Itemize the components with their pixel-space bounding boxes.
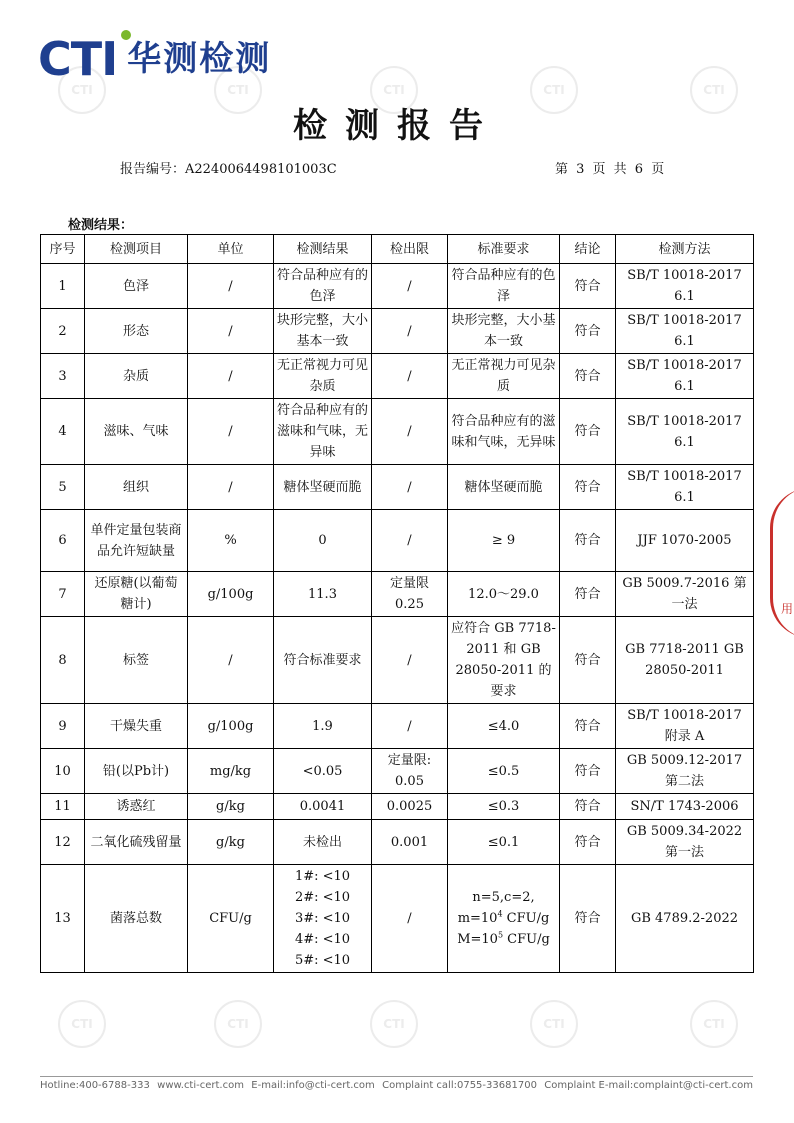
conclusion: 符合 — [560, 572, 616, 617]
red-seal-stamp — [770, 488, 794, 638]
watermark-logo: CTI — [58, 66, 106, 114]
conclusion: 符合 — [560, 749, 616, 794]
test-method: GB 7718-2011 GB 28050-2011 — [616, 617, 754, 704]
standard-requirement: 糖体坚硬而脆 — [448, 465, 560, 510]
conclusion: 符合 — [560, 354, 616, 399]
conclusion: 符合 — [560, 794, 616, 820]
unit: / — [188, 309, 274, 354]
test-result: <0.05 — [274, 749, 372, 794]
test-result: 1.9 — [274, 704, 372, 749]
detection-limit: / — [372, 510, 448, 572]
test-method: SB/T 10018-2017 6.1 — [616, 264, 754, 309]
unit: mg/kg — [188, 749, 274, 794]
unit: / — [188, 354, 274, 399]
table-row — [41, 865, 754, 973]
test-method: GB 4789.2-2022 — [616, 865, 754, 973]
watermark-logo: CTI — [690, 1000, 738, 1048]
requirement-M: M=10 — [457, 932, 498, 947]
row-number: 9 — [41, 704, 85, 749]
header-cell: 结论 — [560, 235, 616, 264]
page-title: 检测报告 — [293, 106, 501, 146]
sample-result: 5#: <10 — [294, 953, 351, 968]
detection-limit: / — [372, 704, 448, 749]
conclusion: 符合 — [560, 865, 616, 973]
unit: g/kg — [188, 794, 274, 820]
sample-result: 2#: <10 — [294, 890, 351, 905]
row-number: 6 — [41, 510, 85, 572]
detection-limit: 0.0025 — [372, 794, 448, 820]
standard-requirement: 符合品种应有的色泽 — [448, 264, 560, 309]
test-result: 符合品种应有的色泽 — [274, 264, 372, 309]
test-item: 滋味、气味 — [85, 399, 188, 465]
test-item: 铅(以Pb计) — [85, 749, 188, 794]
watermark-logo: CTI — [690, 66, 738, 114]
unit: g/100g — [188, 572, 274, 617]
test-item: 还原糖(以葡萄糖计) — [85, 572, 188, 617]
test-item: 二氧化硫残留量 — [85, 820, 188, 865]
conclusion: 符合 — [560, 820, 616, 865]
table-row — [41, 309, 754, 354]
row-number: 2 — [41, 309, 85, 354]
test-method: SB/T 10018-2017 6.1 — [616, 465, 754, 510]
standard-requirement: 块形完整，大小基本一致 — [448, 309, 560, 354]
table-row — [41, 354, 754, 399]
row-number: 13 — [41, 865, 85, 973]
conclusion: 符合 — [560, 510, 616, 572]
header-cell: 序号 — [41, 235, 85, 264]
detection-limit: / — [372, 617, 448, 704]
row-number: 1 — [41, 264, 85, 309]
detection-limit: 定量限 0.25 — [372, 572, 448, 617]
test-result: 未检出 — [274, 820, 372, 865]
footer-website[interactable]: www.cti-cert.com — [157, 1080, 244, 1091]
header-cell: 检测方法 — [616, 235, 754, 264]
header-cell: 检测项目 — [85, 235, 188, 264]
test-method: SB/T 10018-2017 6.1 — [616, 309, 754, 354]
requirement-line: n=5,c=2, — [472, 890, 535, 905]
unit: / — [188, 465, 274, 510]
test-result: 符合标准要求 — [274, 617, 372, 704]
test-item: 杂质 — [85, 354, 188, 399]
company-logo — [38, 34, 271, 84]
logo-brand: CTI — [38, 32, 118, 86]
requirement-line — [451, 929, 556, 950]
table-row — [41, 510, 754, 572]
test-item: 标签 — [85, 617, 188, 704]
detection-limit: / — [372, 865, 448, 973]
requirement-line — [451, 908, 556, 929]
test-result: 符合品种应有的滋味和气味，无异味 — [274, 399, 372, 465]
table-row — [41, 704, 754, 749]
watermark-logo: CTI — [58, 1000, 106, 1048]
footer-complaint-email[interactable]: Complaint E-mail:complaint@cti-cert.com — [544, 1080, 753, 1091]
test-item: 菌落总数 — [85, 865, 188, 973]
footer-hotline: Hotline:400-6788-333 — [40, 1080, 150, 1091]
standard-requirement: 符合品种应有的滋味和气味，无异味 — [448, 399, 560, 465]
table-row — [41, 399, 754, 465]
table-row — [41, 794, 754, 820]
row-number: 10 — [41, 749, 85, 794]
stamp-text: 用 — [781, 602, 794, 616]
logo-chinese-name: 华测检测 — [127, 39, 272, 79]
detection-limit: / — [372, 354, 448, 399]
standard-requirement: ≥ 9 — [448, 510, 560, 572]
results-table — [40, 234, 754, 973]
table-row — [41, 617, 754, 704]
standard-requirement: ≤0.3 — [448, 794, 560, 820]
unit: / — [188, 264, 274, 309]
standard-requirement: ≤0.5 — [448, 749, 560, 794]
standard-requirement: ≤4.0 — [448, 704, 560, 749]
test-result — [274, 865, 372, 973]
unit: / — [188, 617, 274, 704]
page-number: 第 3 页 共 6 页 — [555, 162, 665, 177]
test-method: JJF 1070-2005 — [616, 510, 754, 572]
requirement-m-exponent: 4 — [497, 909, 503, 919]
test-result: 0.0041 — [274, 794, 372, 820]
sample-result: 3#: <10 — [294, 911, 351, 926]
unit: g/kg — [188, 820, 274, 865]
conclusion: 符合 — [560, 617, 616, 704]
header-cell: 检测结果 — [274, 235, 372, 264]
footer — [40, 1080, 753, 1091]
table-row — [41, 465, 754, 510]
table-row — [41, 264, 754, 309]
test-item: 形态 — [85, 309, 188, 354]
standard-requirement: 12.0～29.0 — [448, 572, 560, 617]
test-result: 11.3 — [274, 572, 372, 617]
section-label: 检测结果： — [68, 218, 134, 233]
header-cell: 单位 — [188, 235, 274, 264]
test-method: GB 5009.12-2017 第二法 — [616, 749, 754, 794]
header-cell: 检出限 — [372, 235, 448, 264]
table-header-row — [41, 235, 754, 264]
test-item: 组织 — [85, 465, 188, 510]
test-result: 块形完整，大小基本一致 — [274, 309, 372, 354]
watermark-logo: CTI — [214, 66, 262, 114]
unit: / — [188, 399, 274, 465]
footer-complaint-call: Complaint call:0755-33681700 — [382, 1080, 537, 1091]
requirement-m: m=10 — [457, 911, 498, 926]
detection-limit: 0.001 — [372, 820, 448, 865]
standard-requirement: 应符合 GB 7718-2011 和 GB 28050-2011 的要求 — [448, 617, 560, 704]
unit: CFU/g — [188, 865, 274, 973]
test-item: 干燥失重 — [85, 704, 188, 749]
test-result: 0 — [274, 510, 372, 572]
watermark-logo: CTI — [530, 66, 578, 114]
watermark-logo: CTI — [214, 1000, 262, 1048]
conclusion: 符合 — [560, 465, 616, 510]
row-number: 7 — [41, 572, 85, 617]
watermark-logo: CTI — [370, 1000, 418, 1048]
detection-limit: 定量限: 0.05 — [372, 749, 448, 794]
detection-limit: / — [372, 309, 448, 354]
table-body — [41, 264, 754, 973]
detection-limit: / — [372, 264, 448, 309]
standard-requirement — [448, 865, 560, 973]
test-method: SN/T 1743-2006 — [616, 794, 754, 820]
footer-divider — [40, 1076, 753, 1077]
test-item: 诱惑红 — [85, 794, 188, 820]
test-result: 无正常视力可见杂质 — [274, 354, 372, 399]
table-row — [41, 820, 754, 865]
test-item: 单件定量包装商品允许短缺量 — [85, 510, 188, 572]
conclusion: 符合 — [560, 309, 616, 354]
row-number: 4 — [41, 399, 85, 465]
table-row — [41, 749, 754, 794]
row-number: 11 — [41, 794, 85, 820]
detection-limit: / — [372, 465, 448, 510]
conclusion: 符合 — [560, 399, 616, 465]
row-number: 12 — [41, 820, 85, 865]
requirement-unit: CFU/g — [502, 911, 550, 926]
test-item: 色泽 — [85, 264, 188, 309]
row-number: 8 — [41, 617, 85, 704]
requirement-unit: CFU/g — [503, 932, 550, 947]
sample-result: 4#: <10 — [294, 932, 351, 947]
watermark-logo: CTI — [370, 66, 418, 114]
conclusion: 符合 — [560, 704, 616, 749]
table-row — [41, 572, 754, 617]
footer-email[interactable]: E-mail:info@cti-cert.com — [251, 1080, 375, 1091]
test-method: GB 5009.7-2016 第一法 — [616, 572, 754, 617]
requirement-M-exponent: 5 — [497, 930, 504, 940]
unit: g/100g — [188, 704, 274, 749]
row-number: 3 — [41, 354, 85, 399]
unit: % — [188, 510, 274, 572]
standard-requirement: 无正常视力可见杂质 — [448, 354, 560, 399]
logo-dot-icon — [121, 30, 131, 40]
standard-requirement: ≤0.1 — [448, 820, 560, 865]
header-cell: 标准要求 — [448, 235, 560, 264]
test-method: SB/T 10018-2017 6.1 — [616, 354, 754, 399]
watermark-logo: CTI — [530, 1000, 578, 1048]
test-method: GB 5009.34-2022 第一法 — [616, 820, 754, 865]
conclusion: 符合 — [560, 264, 616, 309]
sample-result: 1#: <10 — [294, 869, 351, 884]
row-number: 5 — [41, 465, 85, 510]
detection-limit: / — [372, 399, 448, 465]
test-result: 糖体坚硬而脆 — [274, 465, 372, 510]
report-number: 报告编号：A2240064498101003C — [120, 162, 337, 177]
test-method: SB/T 10018-2017 6.1 — [616, 399, 754, 465]
test-method: SB/T 10018-2017 附录 A — [616, 704, 754, 749]
